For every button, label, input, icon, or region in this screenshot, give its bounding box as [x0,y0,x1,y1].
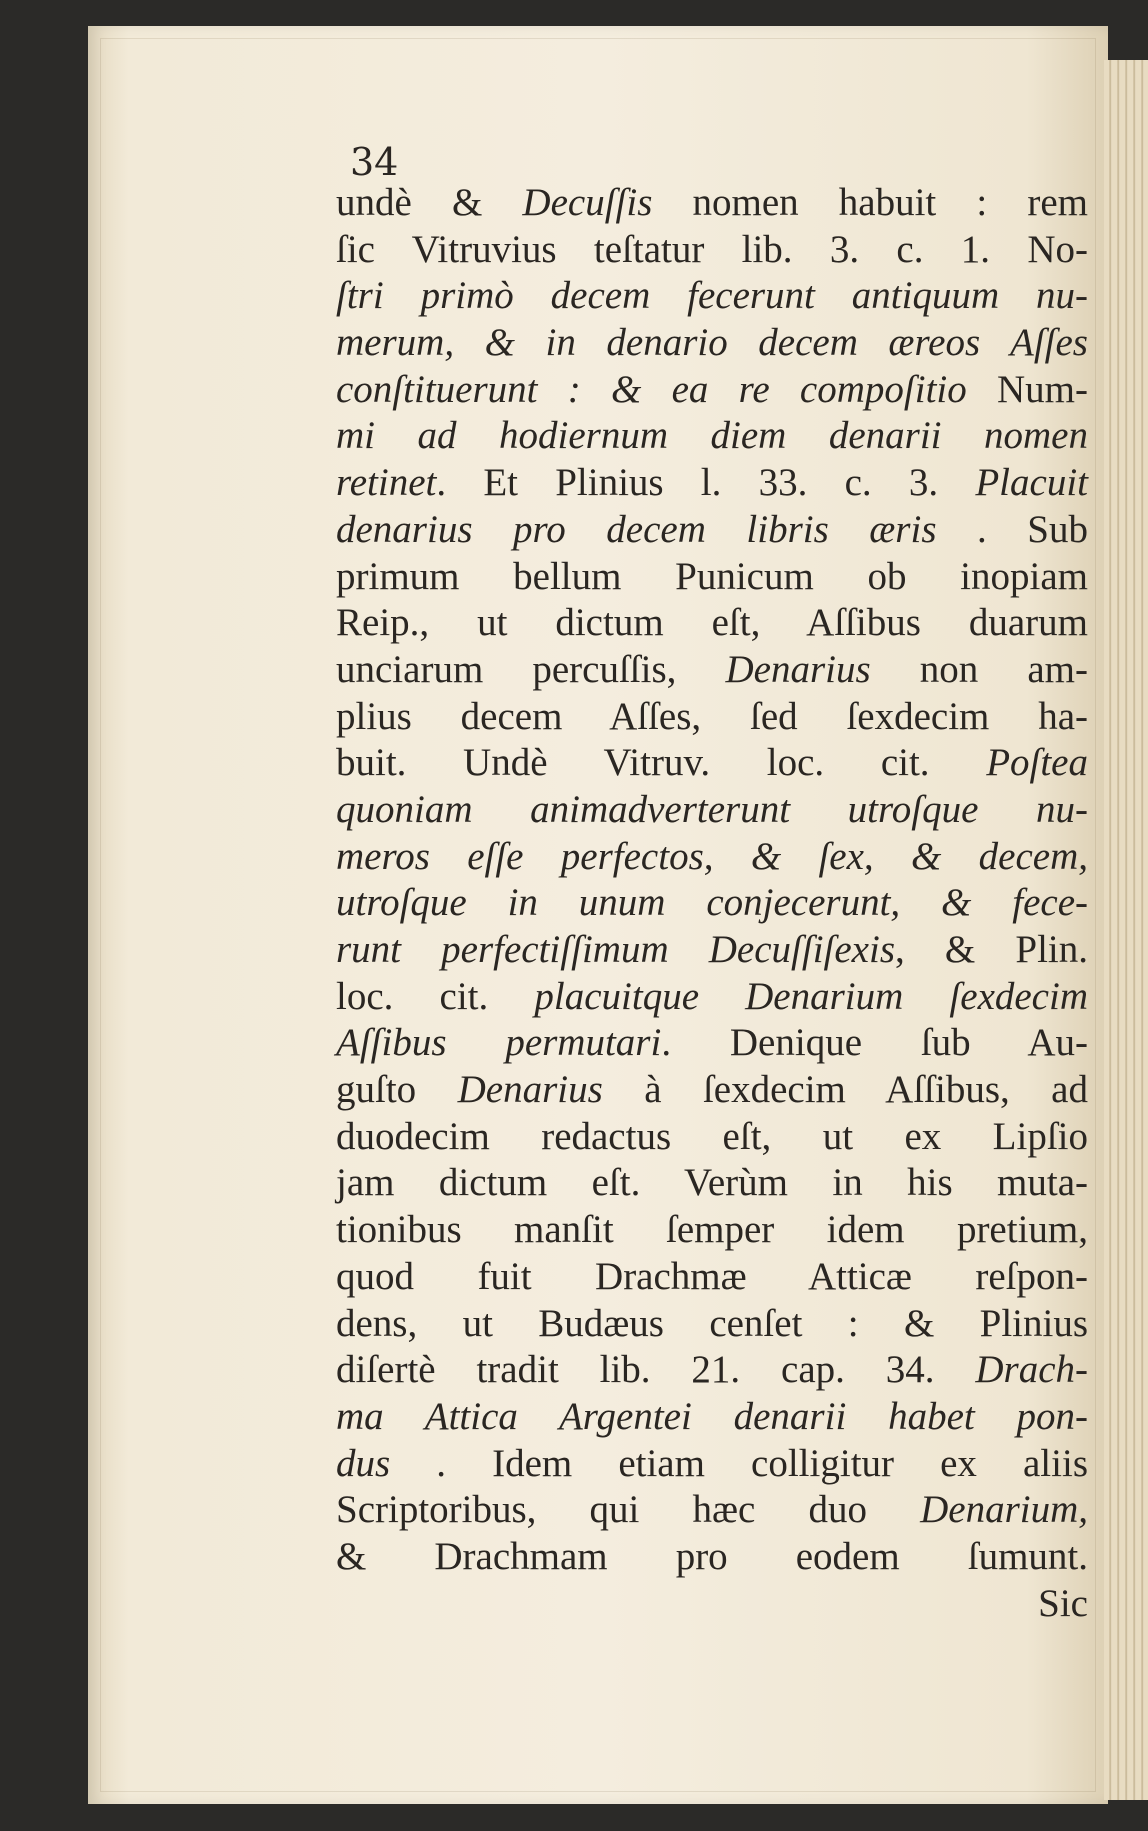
text-line [336,1487,1088,1534]
page-edges [1104,60,1148,1800]
text-line [336,413,1088,460]
italic-text: Decuſſis [522,181,653,224]
roman-text: Sic [1038,1581,1088,1625]
text-line [336,1301,1088,1348]
text-line [336,1160,1088,1207]
italic-text: merum, & in denario decem æreos Aſſes [336,321,1088,365]
roman-text: Reip., ut dictum eſt, Aſſibus duarum [336,601,1088,645]
roman-text: tionibus manſit ſemper idem pretium, [336,1208,1088,1252]
roman-text: quod fuit Drachmæ Atticæ reſpon- [336,1254,1088,1298]
roman-text: . Et Plinius l. 33. c. 3. [436,461,976,505]
italic-text: utroſque in unum conjecerunt, & fece- [336,881,1088,925]
roman-text: non am- [870,647,1088,691]
text-line [336,880,1088,927]
italic-text: denarius pro decem libris æris [336,507,937,551]
text-line [336,974,1088,1021]
roman-text: duodecim redactus eſt, ut ex Lipſio [336,1114,1088,1158]
text-line [336,834,1088,881]
roman-text: Scriptoribus, qui hæc duo [336,1488,921,1532]
text-line [336,1254,1088,1301]
text-line [336,787,1088,834]
text-line [336,740,1088,787]
italic-text: runt perfectiſſimum [336,928,709,971]
text-line [336,927,1088,974]
italic-text: Denarius [725,647,871,691]
italic-text: Denarius [457,1068,603,1112]
text-line [336,227,1088,274]
italic-text: mi ad hodiernum diem denarii nomen [336,414,1088,458]
roman-text: ſic Vitruvius teſtatur lib. 3. c. 1. No- [336,227,1088,271]
text-line [336,1114,1088,1161]
text-line [336,1067,1088,1114]
text-line [336,180,1088,227]
roman-text: plius decem Aſſes, ſed ſexdecim ha- [336,694,1088,738]
roman-text: Num- [997,367,1088,411]
roman-text: guſto [336,1068,458,1112]
roman-text: . Denique ſub Au- [661,1021,1088,1065]
roman-text: unciarum percuſſis, [336,647,726,691]
text-line [336,647,1088,694]
text-line [336,554,1088,601]
italic-text: placuitque Denarium ſexdecim [534,974,1088,1018]
italic-text: Drach- [975,1348,1088,1392]
text-line [336,694,1088,741]
italic-text: Decuſſiſexis [708,928,896,971]
roman-text: dens, ut Budæus cenſet : & Plinius [336,1301,1088,1345]
roman-text: jam dictum eſt. Verùm in his muta- [336,1161,1088,1205]
italic-text: Poſtea [986,741,1088,785]
roman-text: diſertè tradit lib. 21. cap. 34. [336,1348,976,1392]
page-number: 34 [350,140,399,184]
italic-text: quoniam animadverterunt utroſque nu- [336,787,1088,831]
italic-text: Aſſibus permutari [336,1021,662,1065]
text-line [336,1020,1088,1067]
roman-text: buit. Undè Vitruv. loc. cit. [336,741,987,785]
roman-text: & Drachmam pro eodem ſumunt. [336,1534,1088,1578]
text-line [336,1347,1088,1394]
roman-text: à ſexdecim Aſſibus, ad [602,1068,1088,1112]
roman-text: . Idem etiam colligitur ex aliis [390,1441,1088,1485]
text-line [336,273,1088,320]
text-line [336,320,1088,367]
text-line [336,507,1088,554]
italic-text: conſtituerunt : & ea re compoſitio [336,367,997,411]
italic-text: meros eſſe perfectos, & ſex, & decem, [336,834,1088,878]
text-line [336,367,1088,414]
roman-text: loc. cit. [336,974,535,1018]
italic-text: ſtri primò decem fecerunt antiquum nu- [336,274,1088,318]
italic-text: retinet [336,461,437,505]
text-line [336,1394,1088,1441]
text-line [336,460,1088,507]
text-line [336,1441,1088,1488]
catchword [336,1581,1088,1628]
text-line [336,1207,1088,1254]
italic-text: Denarium, [920,1488,1088,1532]
roman-text: primum bellum Punicum ob inopiam [336,554,1088,598]
roman-text: nomen habuit : rem [652,181,1088,224]
italic-text: ma Attica Argentei denarii habet pon- [336,1394,1088,1438]
roman-text: , & Plin. [895,928,1088,971]
italic-text: Placuit [975,461,1088,505]
roman-text: . Sub [936,507,1088,551]
body-text [336,180,1088,1627]
text-line [336,600,1088,647]
italic-text: dus [336,1441,391,1485]
roman-text: undè & [336,181,523,224]
text-line [336,1534,1088,1581]
